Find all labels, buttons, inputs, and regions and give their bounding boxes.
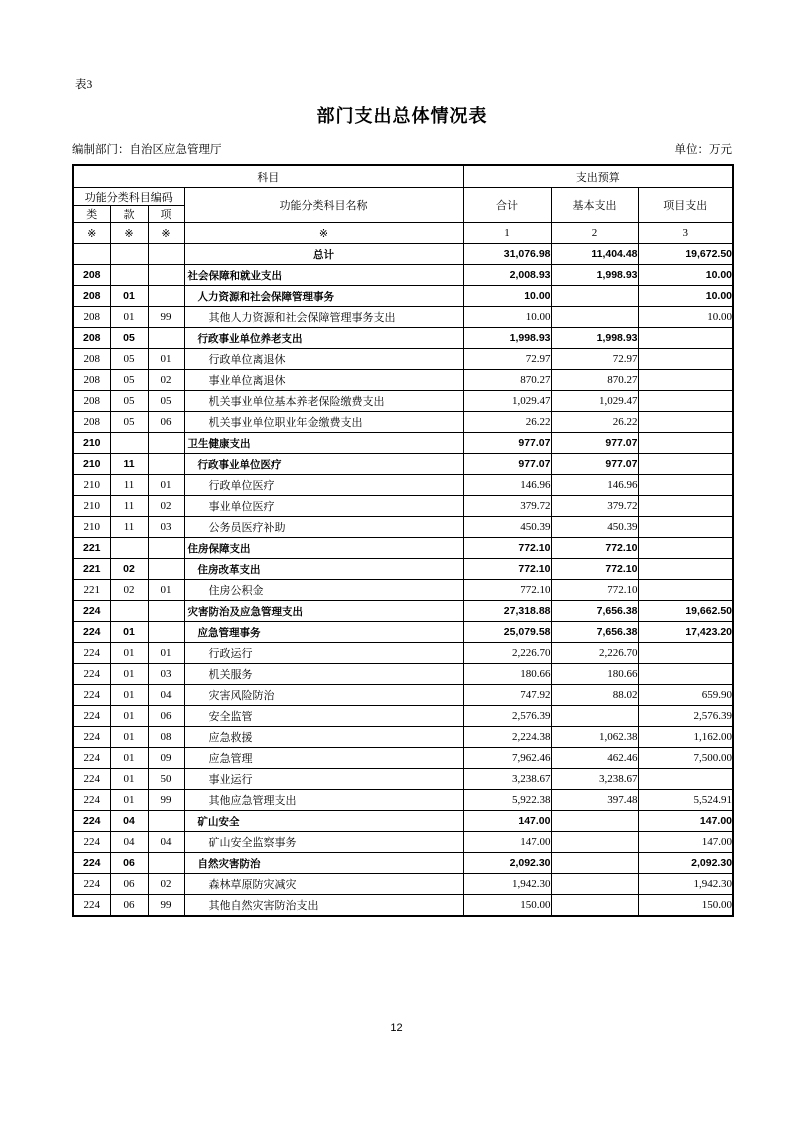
cell-project: 1,162.00 (638, 727, 733, 748)
cell-project: 10.00 (638, 286, 733, 307)
cell-basic: 462.46 (551, 748, 638, 769)
cell-class: 224 (73, 874, 110, 895)
cell-total: 31,076.98 (463, 244, 551, 265)
table-row (73, 538, 733, 559)
cell-class: 224 (73, 769, 110, 790)
cell-project: 7,500.00 (638, 748, 733, 769)
cell-section: 05 (110, 391, 148, 412)
cell-section: 05 (110, 349, 148, 370)
cell-basic (551, 706, 638, 727)
cell-project (638, 580, 733, 601)
table-row (73, 643, 733, 664)
cell-basic: 870.27 (551, 370, 638, 391)
cell-total: 180.66 (463, 664, 551, 685)
cell-item: 01 (148, 349, 184, 370)
cell-item: 50 (148, 769, 184, 790)
table-row (73, 580, 733, 601)
cell-basic: 3,238.67 (551, 769, 638, 790)
cell-project: 5,524.91 (638, 790, 733, 811)
cell-project (638, 496, 733, 517)
table-row (73, 601, 733, 622)
cell-name: 应急救援 (184, 727, 463, 748)
cell-name: 机关事业单位职业年金缴费支出 (184, 412, 463, 433)
cell-total: 772.10 (463, 580, 551, 601)
cell-project: 659.90 (638, 685, 733, 706)
cell-item (148, 286, 184, 307)
cell-basic (551, 286, 638, 307)
cell-project (638, 559, 733, 580)
cell-class: 224 (73, 664, 110, 685)
cell-project (638, 454, 733, 475)
cell-project (638, 328, 733, 349)
cell-class: 210 (73, 517, 110, 538)
cell-class: 224 (73, 601, 110, 622)
cell-item: 09 (148, 748, 184, 769)
cell-section (110, 538, 148, 559)
cell-name: 自然灾害防治 (184, 853, 463, 874)
cell-project (638, 412, 733, 433)
cell-section: 01 (110, 748, 148, 769)
cell-section: 11 (110, 454, 148, 475)
table-row (73, 706, 733, 727)
meta-row (72, 141, 732, 157)
table-row (73, 307, 733, 328)
cell-basic: 772.10 (551, 538, 638, 559)
cell-basic: 7,656.38 (551, 622, 638, 643)
cell-class: 224 (73, 643, 110, 664)
cell-class: 224 (73, 895, 110, 916)
cell-name: 机关事业单位基本养老保险缴费支出 (184, 391, 463, 412)
expenditure-table (72, 164, 734, 917)
cell-project: 150.00 (638, 895, 733, 916)
cell-section (110, 433, 148, 454)
cell-basic: 7,656.38 (551, 601, 638, 622)
cell-total: 450.39 (463, 517, 551, 538)
cell-total: 977.07 (463, 433, 551, 454)
unit-label: 单位：万元 (674, 144, 732, 156)
column-number: 1 (463, 223, 551, 244)
table-header (73, 165, 733, 244)
cell-class: 210 (73, 496, 110, 517)
cell-total: 27,318.88 (463, 601, 551, 622)
cell-class: 221 (73, 538, 110, 559)
column-number: 3 (638, 223, 733, 244)
cell-section: 11 (110, 496, 148, 517)
cell-project (638, 370, 733, 391)
table-row (73, 832, 733, 853)
cell-total: 772.10 (463, 538, 551, 559)
cell-section: 01 (110, 685, 148, 706)
cell-section: 06 (110, 874, 148, 895)
cell-name: 灾害防治及应急管理支出 (184, 601, 463, 622)
table-row (73, 895, 733, 916)
cell-name: 住房公积金 (184, 580, 463, 601)
cell-item: 08 (148, 727, 184, 748)
cell-class: 224 (73, 706, 110, 727)
cell-class: 210 (73, 433, 110, 454)
cell-name: 矿山安全 (184, 811, 463, 832)
cell-basic (551, 832, 638, 853)
table-body (73, 244, 733, 916)
header-code-group: 功能分类科目编码 (73, 188, 184, 206)
cell-name: 其他自然灾害防治支出 (184, 895, 463, 916)
header-code-class: 类 (73, 206, 110, 223)
table-row (73, 664, 733, 685)
cell-total: 977.07 (463, 454, 551, 475)
cell-class: 208 (73, 370, 110, 391)
cell-total: 2,226.70 (463, 643, 551, 664)
cell-class (73, 244, 110, 265)
cell-basic (551, 811, 638, 832)
cell-name: 事业单位离退休 (184, 370, 463, 391)
cell-total: 147.00 (463, 832, 551, 853)
page-title: 部门支出总体情况表 (316, 106, 488, 126)
cell-item: 01 (148, 643, 184, 664)
cell-item (148, 244, 184, 265)
cell-basic: 2,226.70 (551, 643, 638, 664)
table-row (73, 454, 733, 475)
cell-name: 行政运行 (184, 643, 463, 664)
cell-basic (551, 853, 638, 874)
cell-project (638, 643, 733, 664)
cell-name: 住房改革支出 (184, 559, 463, 580)
cell-basic: 772.10 (551, 580, 638, 601)
cell-name: 森林草原防灾减灾 (184, 874, 463, 895)
cell-total: 146.96 (463, 475, 551, 496)
cell-project (638, 517, 733, 538)
cell-basic (551, 874, 638, 895)
cell-class: 208 (73, 328, 110, 349)
cell-basic (551, 307, 638, 328)
cell-item: 01 (148, 475, 184, 496)
cell-class: 221 (73, 559, 110, 580)
cell-section: 04 (110, 832, 148, 853)
cell-name: 灾害风险防治 (184, 685, 463, 706)
cell-class: 208 (73, 391, 110, 412)
header-name: 功能分类科目名称 (184, 188, 463, 223)
cell-name: 事业单位医疗 (184, 496, 463, 517)
cell-item (148, 811, 184, 832)
cell-item: 02 (148, 874, 184, 895)
header-row-subject (73, 165, 733, 188)
mark-cell: ※ (184, 223, 463, 244)
cell-class: 210 (73, 454, 110, 475)
cell-basic: 379.72 (551, 496, 638, 517)
cell-project: 10.00 (638, 307, 733, 328)
cell-basic: 72.97 (551, 349, 638, 370)
cell-name: 公务员医疗补助 (184, 517, 463, 538)
cell-item (148, 601, 184, 622)
cell-total: 150.00 (463, 895, 551, 916)
table-row (73, 811, 733, 832)
table-row (73, 685, 733, 706)
cell-name: 其他人力资源和社会保障管理事务支出 (184, 307, 463, 328)
cell-basic: 397.48 (551, 790, 638, 811)
cell-name: 卫生健康支出 (184, 433, 463, 454)
cell-item: 02 (148, 496, 184, 517)
cell-basic: 1,998.93 (551, 265, 638, 286)
cell-name: 矿山安全监察事务 (184, 832, 463, 853)
cell-section: 01 (110, 664, 148, 685)
cell-total: 379.72 (463, 496, 551, 517)
cell-project (638, 475, 733, 496)
cell-name: 总计 (184, 244, 463, 265)
cell-name: 安全监管 (184, 706, 463, 727)
table-row (73, 874, 733, 895)
cell-name: 行政事业单位养老支出 (184, 328, 463, 349)
header-project: 项目支出 (638, 188, 733, 223)
cell-section: 06 (110, 895, 148, 916)
table-row (73, 391, 733, 412)
cell-project (638, 349, 733, 370)
cell-section: 06 (110, 853, 148, 874)
cell-total: 26.22 (463, 412, 551, 433)
cell-project: 147.00 (638, 811, 733, 832)
prepared-by-label: 编制部门：自治区应急管理厅 (72, 144, 222, 156)
cell-item: 99 (148, 790, 184, 811)
cell-project: 19,662.50 (638, 601, 733, 622)
cell-item (148, 265, 184, 286)
cell-item (148, 853, 184, 874)
cell-item: 04 (148, 832, 184, 853)
cell-total: 3,238.67 (463, 769, 551, 790)
cell-section: 02 (110, 559, 148, 580)
cell-section: 01 (110, 706, 148, 727)
cell-item: 03 (148, 664, 184, 685)
cell-class: 224 (73, 811, 110, 832)
cell-project (638, 433, 733, 454)
cell-item: 99 (148, 307, 184, 328)
cell-section: 11 (110, 475, 148, 496)
cell-project: 1,942.30 (638, 874, 733, 895)
table-row (73, 370, 733, 391)
cell-section: 11 (110, 517, 148, 538)
table-row (73, 853, 733, 874)
cell-section: 01 (110, 727, 148, 748)
cell-total: 1,942.30 (463, 874, 551, 895)
cell-item (148, 538, 184, 559)
cell-item (148, 559, 184, 580)
table-row (73, 622, 733, 643)
table-row (73, 496, 733, 517)
cell-section (110, 265, 148, 286)
cell-section: 05 (110, 370, 148, 391)
cell-class: 208 (73, 307, 110, 328)
table-row (73, 559, 733, 580)
cell-item: 02 (148, 370, 184, 391)
cell-basic: 977.07 (551, 433, 638, 454)
cell-name: 应急管理 (184, 748, 463, 769)
cell-item: 04 (148, 685, 184, 706)
cell-basic: 11,404.48 (551, 244, 638, 265)
cell-item: 01 (148, 580, 184, 601)
table-row (73, 790, 733, 811)
cell-class: 210 (73, 475, 110, 496)
mark-cell: ※ (73, 223, 110, 244)
cell-class: 224 (73, 748, 110, 769)
header-subject: 科目 (73, 165, 463, 188)
cell-basic: 180.66 (551, 664, 638, 685)
table-row (73, 433, 733, 454)
cell-project (638, 538, 733, 559)
cell-item (148, 433, 184, 454)
cell-item (148, 622, 184, 643)
cell-project: 17,423.20 (638, 622, 733, 643)
cell-project: 2,092.30 (638, 853, 733, 874)
cell-total: 2,092.30 (463, 853, 551, 874)
cell-section: 01 (110, 769, 148, 790)
cell-section: 02 (110, 580, 148, 601)
header-basic: 基本支出 (551, 188, 638, 223)
cell-project: 2,576.39 (638, 706, 733, 727)
cell-section: 01 (110, 643, 148, 664)
cell-section: 05 (110, 328, 148, 349)
cell-total: 7,962.46 (463, 748, 551, 769)
cell-total: 5,922.38 (463, 790, 551, 811)
cell-name: 社会保障和就业支出 (184, 265, 463, 286)
cell-item: 99 (148, 895, 184, 916)
header-row-groups (73, 188, 733, 206)
header-total: 合计 (463, 188, 551, 223)
cell-section (110, 244, 148, 265)
cell-item: 03 (148, 517, 184, 538)
cell-name: 行政单位医疗 (184, 475, 463, 496)
cell-class: 224 (73, 622, 110, 643)
column-number: 2 (551, 223, 638, 244)
header-budget: 支出预算 (463, 165, 733, 188)
page-number: 12 (390, 1022, 403, 1034)
cell-name: 机关服务 (184, 664, 463, 685)
table-row (73, 475, 733, 496)
cell-basic: 1,998.93 (551, 328, 638, 349)
cell-project: 147.00 (638, 832, 733, 853)
header-row-marks (73, 223, 733, 244)
table-row (73, 412, 733, 433)
cell-name: 应急管理事务 (184, 622, 463, 643)
table-row (73, 328, 733, 349)
cell-class: 221 (73, 580, 110, 601)
cell-section (110, 601, 148, 622)
cell-project (638, 769, 733, 790)
cell-basic: 1,062.38 (551, 727, 638, 748)
cell-section: 01 (110, 622, 148, 643)
cell-section: 05 (110, 412, 148, 433)
cell-basic: 146.96 (551, 475, 638, 496)
table-row (73, 769, 733, 790)
cell-name: 住房保障支出 (184, 538, 463, 559)
cell-total: 1,029.47 (463, 391, 551, 412)
cell-total: 2,576.39 (463, 706, 551, 727)
cell-class: 208 (73, 265, 110, 286)
mark-cell: ※ (110, 223, 148, 244)
cell-class: 208 (73, 412, 110, 433)
table-row (73, 727, 733, 748)
cell-total: 72.97 (463, 349, 551, 370)
cell-item: 06 (148, 706, 184, 727)
cell-basic: 88.02 (551, 685, 638, 706)
cell-basic (551, 895, 638, 916)
cell-class: 224 (73, 685, 110, 706)
cell-basic: 450.39 (551, 517, 638, 538)
cell-total: 10.00 (463, 286, 551, 307)
cell-section: 04 (110, 811, 148, 832)
table-row (73, 265, 733, 286)
cell-basic: 772.10 (551, 559, 638, 580)
cell-total: 2,224.38 (463, 727, 551, 748)
cell-class: 208 (73, 349, 110, 370)
table-row (73, 349, 733, 370)
cell-section: 01 (110, 286, 148, 307)
cell-name: 其他应急管理支出 (184, 790, 463, 811)
cell-total: 25,079.58 (463, 622, 551, 643)
cell-total: 147.00 (463, 811, 551, 832)
cell-total: 10.00 (463, 307, 551, 328)
cell-section: 01 (110, 790, 148, 811)
cell-item: 05 (148, 391, 184, 412)
cell-project (638, 664, 733, 685)
cell-item (148, 328, 184, 349)
cell-name: 行政事业单位医疗 (184, 454, 463, 475)
table-row (73, 748, 733, 769)
cell-class: 224 (73, 790, 110, 811)
cell-class: 208 (73, 286, 110, 307)
cell-class: 224 (73, 832, 110, 853)
cell-class: 224 (73, 727, 110, 748)
table-label: 表3 (75, 79, 93, 91)
cell-project: 19,672.50 (638, 244, 733, 265)
table-row (73, 244, 733, 265)
cell-total: 2,008.93 (463, 265, 551, 286)
cell-basic: 1,029.47 (551, 391, 638, 412)
cell-total: 870.27 (463, 370, 551, 391)
cell-class: 224 (73, 853, 110, 874)
cell-section: 01 (110, 307, 148, 328)
header-code-item: 项 (148, 206, 184, 223)
cell-name: 行政单位离退休 (184, 349, 463, 370)
cell-basic: 26.22 (551, 412, 638, 433)
cell-basic: 977.07 (551, 454, 638, 475)
cell-item: 06 (148, 412, 184, 433)
cell-total: 747.92 (463, 685, 551, 706)
cell-name: 人力资源和社会保障管理事务 (184, 286, 463, 307)
cell-name: 事业运行 (184, 769, 463, 790)
cell-project (638, 391, 733, 412)
table-row (73, 517, 733, 538)
header-code-section: 款 (110, 206, 148, 223)
cell-total: 1,998.93 (463, 328, 551, 349)
cell-total: 772.10 (463, 559, 551, 580)
cell-project: 10.00 (638, 265, 733, 286)
mark-cell: ※ (148, 223, 184, 244)
cell-item (148, 454, 184, 475)
table-row (73, 286, 733, 307)
